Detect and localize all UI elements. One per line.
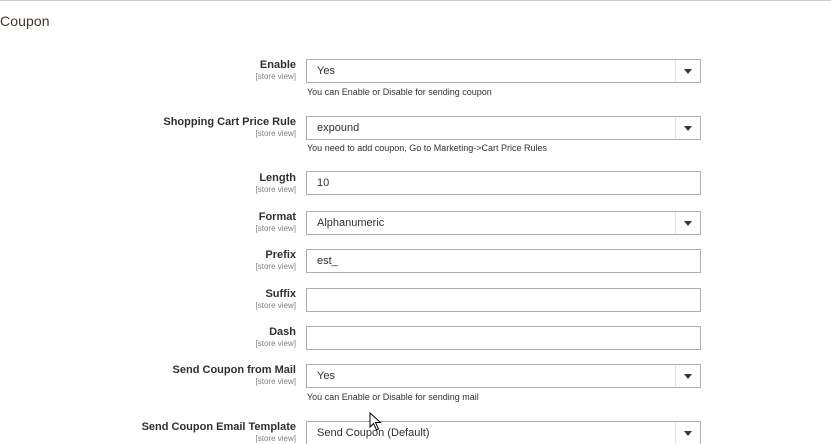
field-label-text: Dash (269, 326, 296, 338)
enable-note: You can Enable or Disable for sending coupon (307, 87, 492, 97)
field-label-text: Length (259, 172, 296, 184)
send-coupon-mail-select-value: Yes (317, 370, 335, 382)
suffix-input[interactable] (306, 288, 701, 312)
chevron-down-icon[interactable] (675, 117, 700, 139)
field-label-enable (256, 59, 296, 82)
field-label-text: Suffix (265, 288, 296, 300)
field-label-prefix (256, 249, 296, 272)
field-scope: [store view] (255, 434, 296, 443)
chevron-down-icon[interactable] (675, 365, 700, 387)
length-input[interactable]: 10 (306, 171, 701, 195)
mouse-pointer-icon (369, 412, 383, 432)
field-scope: [store view] (255, 339, 296, 348)
format-select-value: Alphanumeric (317, 217, 385, 229)
field-label-text: Format (258, 211, 296, 223)
field-label-suffix (256, 288, 296, 311)
prefix-input[interactable]: est_ (306, 249, 701, 273)
field-label-dash (256, 326, 296, 349)
chevron-down-icon[interactable] (675, 422, 700, 444)
field-scope: [store view] (255, 377, 296, 386)
email-template-select[interactable] (306, 421, 701, 444)
field-scope: [store view] (255, 72, 296, 81)
cart-price-rule-note: You need to add coupon, Go to Marketing->Cart Price Rules (307, 143, 548, 153)
chevron-down-icon[interactable] (675, 212, 700, 234)
enable-select-value: Yes (317, 65, 335, 77)
field-label-cart-price-rule (163, 116, 296, 139)
chevron-down-icon[interactable] (675, 60, 700, 82)
field-label-length (256, 172, 296, 195)
send-coupon-mail-note: You can Enable or Disable for sending mail (307, 392, 479, 402)
cart-price-rule-select-value: expound (317, 122, 360, 134)
field-scope: [store view] (255, 224, 296, 233)
field-scope: [store view] (255, 301, 296, 310)
email-template-select-value: Send Coupon (Default) (317, 427, 430, 439)
field-scope: [store view] (255, 129, 296, 138)
field-scope: [store view] (255, 262, 296, 271)
section-title[interactable]: Coupon (0, 13, 50, 29)
field-label-text: Send Coupon from Mail (172, 364, 296, 376)
field-label-text: Enable (259, 59, 296, 71)
field-label-text: Shopping Cart Price Rule (163, 116, 296, 128)
send-coupon-mail-select[interactable] (306, 364, 701, 388)
cart-price-rule-select[interactable] (306, 116, 701, 140)
field-label-text: Send Coupon Email Template (141, 421, 296, 433)
field-label-email-template (142, 421, 296, 444)
dash-input[interactable] (306, 326, 701, 350)
field-label-format (256, 211, 296, 234)
format-select[interactable] (306, 211, 701, 235)
field-scope: [store view] (255, 185, 296, 194)
field-label-send-coupon-mail (173, 364, 296, 387)
top-divider (0, 0, 831, 1)
field-label-text: Prefix (265, 249, 296, 261)
enable-select[interactable] (306, 59, 701, 83)
